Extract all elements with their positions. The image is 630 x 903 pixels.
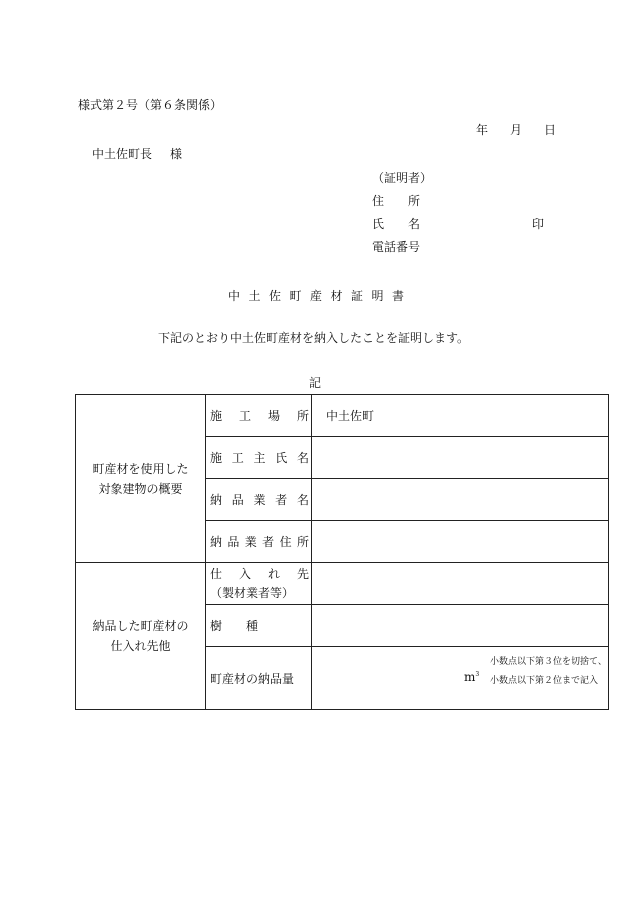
ki-heading: 記 (309, 376, 322, 390)
table-row (76, 563, 609, 605)
row-label-quantity: 町産材の納品量 (206, 647, 312, 710)
row-label-species: 樹 種 (206, 605, 312, 647)
certifier-name-label: 氏 名 (372, 217, 421, 231)
cubic-meter-unit: $m^3$ (464, 670, 480, 684)
section1-label (76, 395, 206, 563)
row-label-supplier-address: 納 品 業 者 住 所 (206, 521, 312, 563)
certifier-phone-label: 電話番号 (372, 240, 421, 254)
value-species[interactable] (312, 605, 609, 647)
section2-label (76, 563, 206, 710)
value-owner-name[interactable] (312, 437, 609, 479)
date-day: 日 (544, 123, 557, 137)
certifier-label: （証明者） (372, 171, 433, 185)
source-label: 仕 入 れ 先 (210, 566, 309, 581)
row-label-construction-site: 施 工 場 所 (206, 395, 312, 437)
addressee-name: 中土佐町長 (92, 147, 153, 161)
row-label-owner-name: 施 工 主 氏 名 (206, 437, 312, 479)
certificate-table (75, 394, 609, 710)
date-month: 月 (510, 123, 523, 137)
form-number: 様式第２号（第６条関係） (78, 98, 223, 112)
section2-label-line2: 仕入れ先他 (110, 639, 171, 653)
table-row (76, 395, 609, 437)
section1-label-line1: 町産材を使用した (92, 461, 189, 476)
section2-label-line1: 納品した町産材の (92, 619, 189, 633)
seal-mark: 印 (532, 217, 545, 231)
source-sub-label: （製材業者等） (210, 585, 295, 600)
certifier-address-label: 住 所 (372, 194, 421, 208)
value-quantity[interactable] (312, 647, 609, 710)
value-construction-site[interactable]: 中土佐町 (312, 395, 609, 437)
section1-label-line2: 対象建物の概要 (98, 481, 183, 496)
quantity-note: 小数点以下第３位を切捨て、小数点以下第２位まで記入 (490, 657, 607, 686)
row-label-source (206, 563, 312, 605)
body-text: 下記のとおり中土佐町産材を納入したことを証明します。 (158, 331, 470, 345)
date-line (476, 121, 556, 138)
row-label-supplier-name: 納 品 業 者 名 (206, 479, 312, 521)
date-year: 年 (476, 123, 489, 137)
value-supplier-address[interactable] (312, 521, 609, 563)
addressee (92, 145, 182, 162)
value-source[interactable] (312, 563, 609, 605)
value-supplier-name[interactable] (312, 479, 609, 521)
addressee-honorific: 様 (170, 147, 183, 161)
document-title: 中土佐町産材証明書 (228, 289, 413, 303)
